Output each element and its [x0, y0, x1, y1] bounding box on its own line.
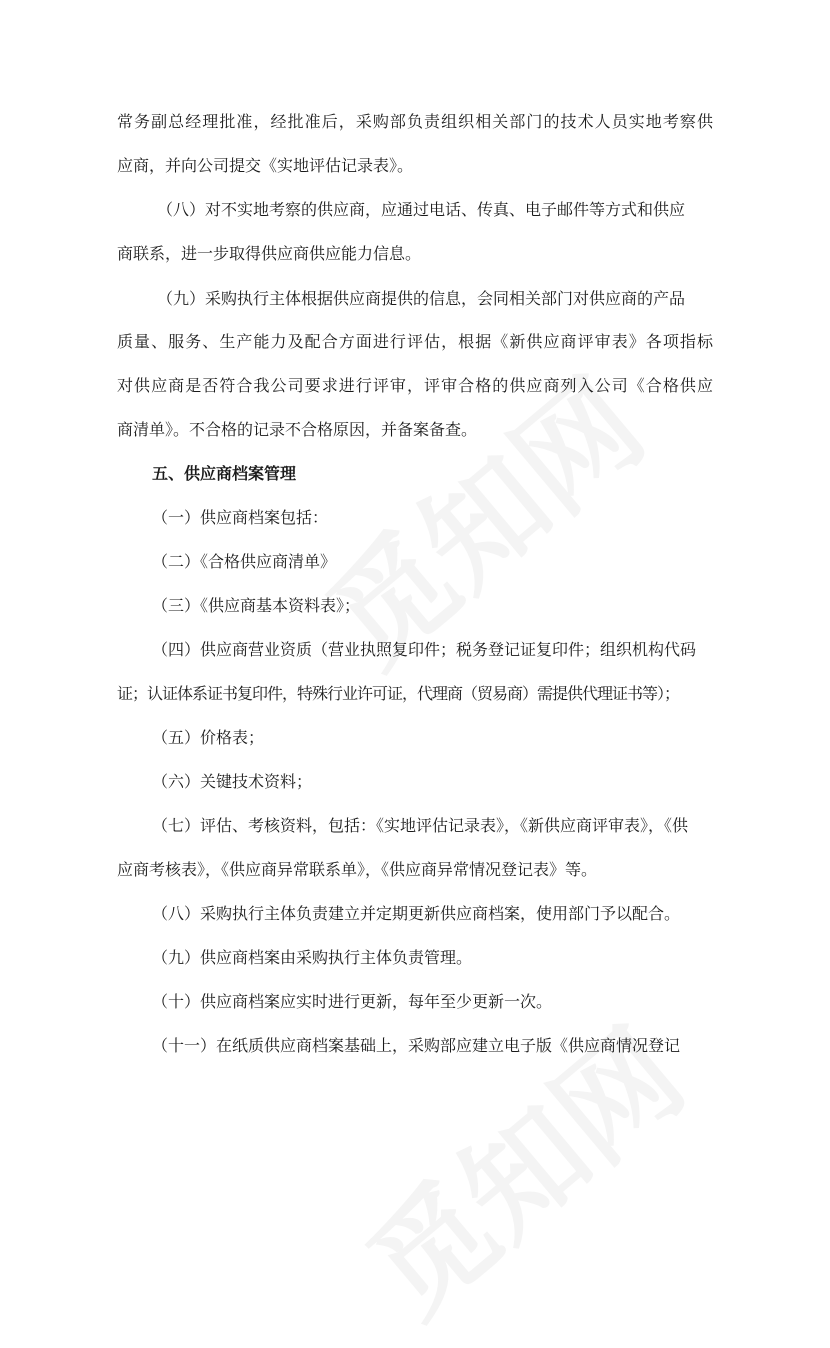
paragraph-line: （九）采购执行主体根据供应商提供的信息，会同相关部门对供应商的产品	[157, 289, 686, 308]
list-item: （二）《合格供应商清单》	[152, 552, 337, 571]
list-item: （一）供应商档案包括：	[152, 508, 329, 527]
section-heading: 五、供应商档案管理	[152, 464, 297, 483]
paragraph-line: 对供应商是否符合我公司要求进行评审，评审合格的供应商列入公司《合格供应	[117, 376, 713, 395]
list-item: （七）评估、考核资料，包括：《实地评估记录表》，《新供应商评审表》，《供	[152, 816, 689, 835]
paragraph-line: 商清单》。不合格的记录不合格原因，并备案备查。	[117, 420, 478, 439]
paragraph-line: 商联系，进一步取得供应商供应能力信息。	[117, 244, 422, 263]
paragraph-line: （八）对不实地考察的供应商，应通过电话、传真、电子邮件等方式和供应	[157, 200, 686, 219]
paragraph-line: 常务副总经理批准，经批准后，采购部负责组织相关部门的技术人员实地考察供	[117, 112, 713, 131]
paragraph-line: 应商，并向公司提交《实地评估记录表》。	[117, 156, 414, 175]
list-item: （十一）在纸质供应商档案基础上，采购部应建立电子版《供应商情况登记	[152, 1036, 681, 1055]
list-item: （四）供应商营业资质（营业执照复印件；税务登记证复印件；组织机构代码	[152, 640, 697, 659]
list-item-continuation: 应商考核表》，《供应商异常联系单》，《供应商异常情况登记表》等。	[117, 860, 598, 879]
list-item: （九）供应商档案由采购执行主体负责管理。	[152, 948, 473, 967]
list-item: （十）供应商档案应实时进行更新，每年至少更新一次。	[152, 992, 553, 1011]
list-item: （六）关键技术资料；	[152, 772, 313, 791]
list-item: （三）《供应商基本资料表》；	[152, 596, 361, 615]
list-item: （五）价格表；	[152, 728, 265, 747]
list-item-continuation: 证；认证体系证书复印件，特殊行业许可证，代理商（贸易商）需提供代理证书等）；	[117, 684, 680, 703]
list-item: （八）采购执行主体负责建立并定期更新供应商档案，使用部门予以配合。	[152, 904, 681, 923]
paragraph-line: 质量、服务、生产能力及配合方面进行评估，根据《新供应商评审表》各项指标	[117, 332, 713, 351]
